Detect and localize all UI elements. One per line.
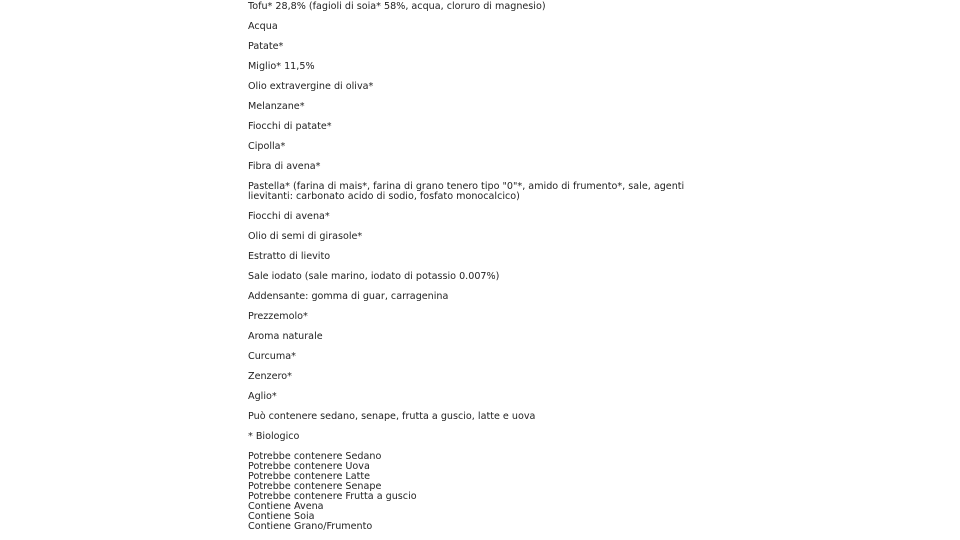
ingredient-line: Prezzemolo* (248, 311, 308, 322)
allergen-notes (248, 452, 728, 532)
ingredient-line: Patate* (248, 41, 284, 52)
ingredient-line: Fibra di avena* (248, 161, 321, 172)
ingredient-line: Fiocchi di patate* (248, 121, 332, 132)
ingredient-line: Zenzero* (248, 371, 292, 382)
allergen-note: Contiene Grano/Frumento (248, 521, 373, 532)
ingredient-line: Aroma naturale (248, 331, 323, 342)
allergen-note: Potrebbe contenere Uova (248, 461, 370, 472)
ingredient-line: Fiocchi di avena* (248, 211, 330, 222)
ingredient-line: Aglio* (248, 391, 277, 402)
ingredient-line: Estratto di lievito (248, 251, 331, 262)
ingredient-line: Pastella* (farina di mais*, farina di grano tenero tipo "0"*, amido di frumento*, sale, agenti lievitanti: carbonato acido di sodio, fosfato monocalcico) (248, 181, 685, 202)
ingredient-line: Tofu* 28,8% (fagioli di soia* 58%, acqua, cloruro di magnesio) (248, 1, 546, 12)
ingredient-line: Cipolla* (248, 141, 286, 152)
allergen-note: Potrebbe contenere Frutta a guscio (248, 491, 417, 502)
ingredient-list (248, 2, 728, 532)
allergen-note: Contiene Avena (248, 501, 324, 512)
organic-footnote: * Biologico (248, 431, 300, 442)
allergen-note: Potrebbe contenere Latte (248, 471, 371, 482)
ingredient-line: Melanzane* (248, 101, 305, 112)
allergen-note: Potrebbe contenere Sedano (248, 451, 382, 462)
ingredient-line: Olio extravergine di oliva* (248, 81, 374, 92)
ingredient-line: Sale iodato (sale marino, iodato di potassio 0.007%) (248, 271, 500, 282)
ingredient-line: Addensante: gomma di guar, carragenina (248, 291, 449, 302)
allergen-note: Potrebbe contenere Senape (248, 481, 382, 492)
ingredient-line: Curcuma* (248, 351, 296, 362)
may-contain-note: Può contenere sedano, senape, frutta a guscio, latte e uova (248, 411, 536, 422)
ingredient-line: Miglio* 11,5% (248, 61, 315, 72)
ingredient-line: Olio di semi di girasole* (248, 231, 363, 242)
allergen-note: Contiene Soia (248, 511, 315, 522)
ingredient-line: Acqua (248, 21, 278, 32)
